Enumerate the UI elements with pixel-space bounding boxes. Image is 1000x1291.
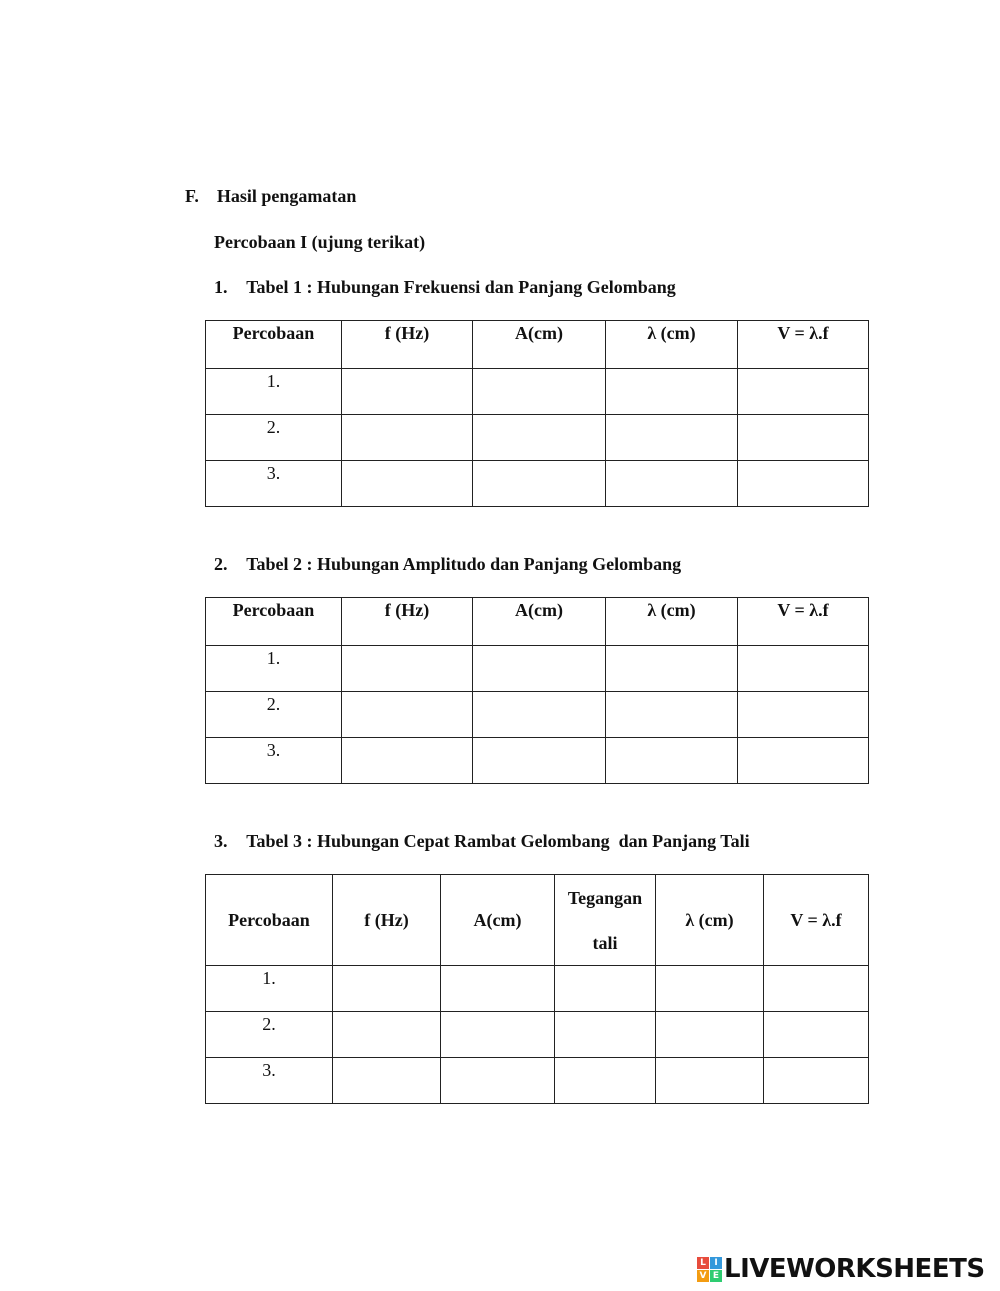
table-1-number: 1.	[214, 277, 228, 297]
table-3-cell[interactable]	[656, 1012, 764, 1058]
table-row	[206, 369, 869, 415]
table-3-cell[interactable]	[764, 966, 869, 1012]
table-1-caption: Tabel 1 : Hubungan Frekuensi dan Panjang Gelombang	[246, 277, 676, 297]
table-3-cell[interactable]	[656, 1058, 764, 1104]
table-2-row-label: 3.	[206, 738, 342, 784]
table-1-cell[interactable]	[738, 461, 869, 507]
table-3-cell[interactable]	[441, 1012, 555, 1058]
table-2-row-label: 1.	[206, 646, 342, 692]
table-3-cell[interactable]	[764, 1012, 869, 1058]
table-2-cell[interactable]	[606, 646, 738, 692]
table-3-caption: Tabel 3 : Hubungan Cepat Rambat Gelombang dan Panjang Tali	[246, 831, 750, 851]
table-1-header-row	[206, 321, 869, 369]
table-2-cell[interactable]	[473, 646, 606, 692]
table-1-cell[interactable]	[342, 461, 473, 507]
table-3-header-tension-line1: Tegangan	[567, 887, 643, 908]
table-row	[206, 966, 869, 1012]
table-3-header-amplitude: A(cm)	[441, 875, 555, 966]
table-1-cell[interactable]	[473, 461, 606, 507]
table-3-row-label: 2.	[206, 1012, 333, 1058]
table-3-header-wavelength: λ (cm)	[656, 875, 764, 966]
table-3-cell[interactable]	[333, 966, 441, 1012]
section-letter: F.	[185, 186, 199, 206]
table-1-cell[interactable]	[606, 369, 738, 415]
table-row	[206, 461, 869, 507]
table-3-cell[interactable]	[441, 966, 555, 1012]
table-row	[206, 738, 869, 784]
table-row	[206, 1058, 869, 1104]
table-2-header-row	[206, 598, 869, 646]
table-1-cell[interactable]	[342, 415, 473, 461]
table-1-cell[interactable]	[342, 369, 473, 415]
table-2-header-frequency: f (Hz)	[342, 598, 473, 646]
table-3-cell[interactable]	[333, 1058, 441, 1104]
table-2-header-velocity: V = λ.f	[738, 598, 869, 646]
table-1-header-amplitude: A(cm)	[473, 321, 606, 369]
table-3-number: 3.	[214, 831, 228, 851]
table-3-caption-line	[214, 830, 750, 852]
table-3-cell[interactable]	[656, 966, 764, 1012]
table-1-header-wavelength: λ (cm)	[606, 321, 738, 369]
liveworksheets-logo-icon: L I V E	[697, 1257, 722, 1282]
liveworksheets-logo	[697, 1252, 985, 1286]
table-3-header-tension-line2: tali	[592, 932, 618, 953]
table-1-cell[interactable]	[738, 415, 869, 461]
table-2-cell[interactable]	[342, 692, 473, 738]
table-1-cell[interactable]	[606, 461, 738, 507]
table-1-row-label: 3.	[206, 461, 342, 507]
table-2-header-wavelength: λ (cm)	[606, 598, 738, 646]
table-3-header-frequency: f (Hz)	[333, 875, 441, 966]
table-2-header-amplitude: A(cm)	[473, 598, 606, 646]
table-1-header-frequency: f (Hz)	[342, 321, 473, 369]
table-1	[205, 320, 869, 507]
experiment-title: Percobaan I (ujung terikat)	[214, 232, 426, 252]
table-2-cell[interactable]	[342, 646, 473, 692]
table-1-cell[interactable]	[473, 415, 606, 461]
table-3-cell[interactable]	[764, 1058, 869, 1104]
table-1-row-label: 2.	[206, 415, 342, 461]
table-row	[206, 646, 869, 692]
table-1-cell[interactable]	[738, 369, 869, 415]
table-1-header-percobaan: Percobaan	[206, 321, 342, 369]
table-3-cell[interactable]	[333, 1012, 441, 1058]
table-2-cell[interactable]	[738, 738, 869, 784]
table-2-caption: Tabel 2 : Hubungan Amplitudo dan Panjang Gelombang	[246, 554, 682, 574]
table-2-cell[interactable]	[473, 692, 606, 738]
table-row	[206, 415, 869, 461]
table-3-header-row	[206, 875, 869, 966]
table-1-cell[interactable]	[606, 415, 738, 461]
table-2-cell[interactable]	[606, 738, 738, 784]
table-3-row-label: 1.	[206, 966, 333, 1012]
table-1-caption-line	[214, 276, 676, 298]
table-1-header-velocity: V = λ.f	[738, 321, 869, 369]
table-3-cell[interactable]	[555, 1012, 656, 1058]
table-3	[205, 874, 869, 1104]
table-row	[206, 692, 869, 738]
table-3-header-tension	[555, 875, 656, 966]
table-2-cell[interactable]	[473, 738, 606, 784]
table-1-row-label: 1.	[206, 369, 342, 415]
table-2-cell[interactable]	[738, 692, 869, 738]
table-2-header-percobaan: Percobaan	[206, 598, 342, 646]
liveworksheets-logo-text: LIVEWORKSHEETS	[724, 1254, 985, 1284]
table-2	[205, 597, 869, 784]
table-row	[206, 1012, 869, 1058]
section-heading	[185, 185, 356, 207]
table-1-cell[interactable]	[473, 369, 606, 415]
table-2-number: 2.	[214, 554, 228, 574]
table-3-cell[interactable]	[441, 1058, 555, 1104]
table-2-cell[interactable]	[606, 692, 738, 738]
table-3-cell[interactable]	[555, 966, 656, 1012]
table-3-header-percobaan: Percobaan	[206, 875, 333, 966]
table-2-row-label: 2.	[206, 692, 342, 738]
table-3-cell[interactable]	[555, 1058, 656, 1104]
table-2-cell[interactable]	[738, 646, 869, 692]
table-2-caption-line	[214, 553, 681, 575]
table-3-header-velocity: V = λ.f	[764, 875, 869, 966]
table-2-cell[interactable]	[342, 738, 473, 784]
section-title: Hasil pengamatan	[216, 186, 357, 206]
table-3-row-label: 3.	[206, 1058, 333, 1104]
